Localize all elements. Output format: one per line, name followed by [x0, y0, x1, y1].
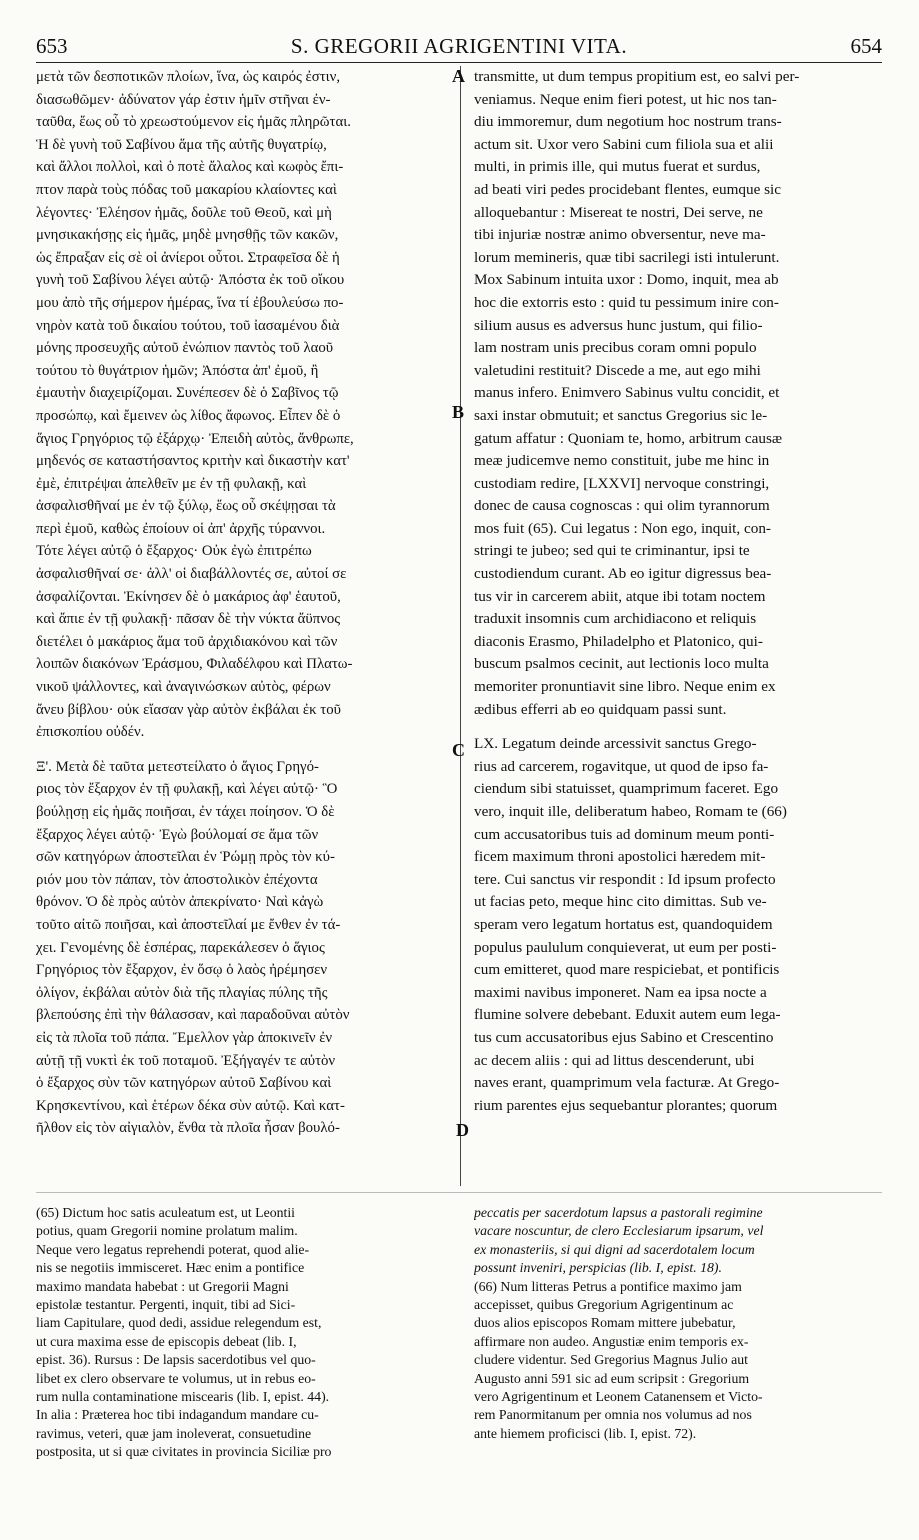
- text-line: potius, quam Gregorii nomine prolatum malim.: [36, 1223, 298, 1239]
- text-line: ριόν μου τὸν πάπαν, τὸν ἀποστολικὸν ἐπέχοντα: [36, 871, 318, 888]
- text-line: custodiam redire, [LXXVI] nervoque constringi,: [474, 474, 770, 492]
- text-line: maximi navibus imponeret. Nam ea ipsa nocte a: [474, 983, 767, 1001]
- text-line: possunt inveniri, perspicias (lib. I, epist. 18).: [474, 1260, 722, 1276]
- text-line: ὀλίγον, ἐκβάλαι αὐτὸν διὰ τῆς πλαγίας πύλης τῆς: [36, 984, 328, 1001]
- text-line: mos fuit (65). Cui legatus : Non ego, inquit, con-: [474, 519, 771, 537]
- text-line: ravimus, veteri, quæ jam inoleverat, consuetudine: [36, 1425, 312, 1441]
- text-line: multi, in primis ille, qui mutus fuerat et surdus,: [474, 158, 761, 176]
- margin-letter-a: A: [452, 66, 465, 86]
- text-line: πτον παρὰ τοὺς πόδας τοῦ μακαρίου κλαίοντες καὶ: [36, 181, 337, 198]
- text-line: libet ex clero observare te volumus, ut in rebus eo-: [36, 1370, 316, 1386]
- text-line: lorum memineris, quæ tibi sacrilegi isti intulerunt.: [474, 248, 780, 266]
- text-line: ὡς ἔπραξαν εἰς σὲ οἱ ἀνίεροι οὗτοι. Στραφεῖσα δὲ ἡ: [36, 249, 340, 266]
- text-line: περὶ ἐμοῦ, καθὼς ἐποίουν οἱ ἀπ' ἀρχῆς τύραννοι.: [36, 520, 326, 537]
- text-line: diaconis Erasmo, Philadelpho et Platonico, qui-: [474, 632, 763, 650]
- text-line: διετέλει ὁ μακάριος ἅμα τοῦ ἀρχιδιακόνου καὶ τῶν: [36, 633, 338, 650]
- text-line: εἰς τὰ πλοῖα τοῦ πάπα. Ἔμελλον γὰρ ἀποκινεῖν ἐν: [36, 1029, 333, 1046]
- text-line: τοῦτο αἰτῶ ποιῆσαι, καὶ ἀποστεῖλαί με ἔνθεν ἐν τά-: [36, 916, 341, 933]
- text-line: ἅγιος Γρηγόριος τῷ ἐξάρχῳ· Ἐπειδὴ αὐτὸς, ἄνθρωπε,: [36, 430, 354, 447]
- text-line: Mox Sabinum intuita uxor : Domo, inquit, mea ab: [474, 271, 779, 289]
- text-line: tere. Cui sanctus vir respondit : Id ipsum profecto: [474, 870, 776, 888]
- text-line: cum accusatoribus tuis ad dominum meum ponti-: [474, 825, 775, 843]
- text-line: Κρησκεντίνου, καὶ ἑτέρων δέκα σὺν αὐτῷ. Καὶ κατ-: [36, 1097, 345, 1114]
- text-line: tus cum accusatoribus ejus Sabino et Crescentino: [474, 1028, 774, 1046]
- text-line: καὶ ἄλλοι πολλοὶ, καὶ ὁ ποτὲ ἄλαλος καὶ κωφὸς ἔπι-: [36, 159, 344, 176]
- text-line: tibi injuriæ nostræ animo obversentur, neve ma-: [474, 226, 766, 244]
- text-line: αὐτῇ τῇ νυκτὶ ἐκ τοῦ ποταμοῦ. Ἐξήγαγέν τε αὐτὸν: [36, 1052, 336, 1069]
- text-line: lam nostram unis precibus coram omni populo: [474, 339, 757, 357]
- text-line: θρόνον. Ὁ δὲ πρὸς αὐτὸν ἀπεκρίνατο· Ναὶ κἀγὼ: [36, 894, 324, 911]
- text-line: stringi te jubeo; sed qui te criminantur, ipsi te: [474, 542, 750, 560]
- page-number-left: 653: [36, 34, 68, 58]
- page-number-right: 654: [850, 34, 882, 58]
- text-line: duos alios episcopos Romam mittere jubebatur,: [474, 1315, 736, 1331]
- text-line: ædibus efferri ab eo quidquam passi sunt.: [474, 700, 727, 718]
- text-line: λέγοντες· Ἐλέησον ἡμᾶς, δοῦλε τοῦ Θεοῦ, καὶ μὴ: [36, 204, 332, 221]
- text-line: buscum psalmos cecinit, aut lectionis loco multa: [474, 655, 769, 673]
- text-line: ταῦθα, ἕως οὗ τὸ χρεωστούμενον εἰς ἡμᾶς πληρῶται.: [36, 114, 351, 131]
- text-line: ficem maximum throni apostolici hæredem mit-: [474, 848, 766, 866]
- text-line: donec de causa cognoscas : qui olim tyrannorum: [474, 497, 770, 515]
- text-line: valetudini restituit? Discede a me, aut ego mihi: [474, 361, 761, 379]
- text-line: rum nulla contaminatione miscearis (lib. I, epist. 44).: [36, 1388, 330, 1404]
- text-line: λοιπῶν διακόνων Ἐράσμου, Φιλαδέλφου καὶ Πλατω-: [36, 656, 353, 673]
- text-line: transmitte, ut dum tempus propitium est, eo salvi per-: [474, 68, 800, 85]
- text-line: ἄνευ βίβλου· οὐκ εἴασαν γὰρ αὐτὸν ἐκβάλαι ἐκ τοῦ: [36, 701, 341, 718]
- column-divider: [460, 66, 461, 1186]
- text-line: hoc die extorris esto : quid tu pessimum inire con-: [474, 293, 779, 311]
- text-line: Augusto anni 591 sic ad eum scripsit : Gregorium: [474, 1370, 750, 1386]
- text-line: Τότε λέγει αὐτῷ ὁ ἔξαρχος· Οὐκ ἐγὼ ἐπιτρέπω: [36, 543, 312, 560]
- text-line: νικοῦ ψάλλοντες, καὶ ἀναγινώσκων αὐτὸς, φέρων: [36, 679, 331, 696]
- margin-letter-d: D: [456, 1120, 469, 1140]
- text-line: epist. 36). Rursus : De lapsis sacerdotibus vel quo-: [36, 1352, 316, 1368]
- text-line: τούτου τὸ θυγάτριον ἡμῶν; Ἀπόστα ἀπ' ἐμοῦ, ἢ: [36, 362, 319, 379]
- running-header: [36, 34, 882, 64]
- footnote-rule: [36, 1192, 882, 1193]
- header-rule: [36, 62, 882, 63]
- text-line: tus vir in carcerem abiit, atque ibi totam noctem: [474, 587, 766, 605]
- text-line: traduxit insomnis cum archidiacono et reliquis: [474, 610, 757, 628]
- text-line: rem Panormitanum per omnia nos volumus ad nos: [474, 1407, 752, 1423]
- text-line: ἐμαυτὴν διαχειρίζομαι. Συνέπεσεν δὲ ὁ Σαβῖνος τῷ: [36, 385, 339, 402]
- text-line: alloquebantur : Misereat te nostri, Dei serve, ne: [474, 203, 763, 221]
- running-title: S. GREGORII AGRIGENTINI VITA.: [290, 34, 628, 58]
- text-line: custodiendum curant. Ab eo igitur digressus bea-: [474, 565, 772, 583]
- text-line: Neque vero legatus reprehendi poterat, quod alie-: [36, 1241, 310, 1257]
- text-line: LX. Legatum deinde arcessivit sanctus Grego-: [474, 735, 757, 753]
- text-line: peccatis per sacerdotum lapsus a pastorali regimine: [474, 1205, 763, 1220]
- text-line: memoriter pronuntiavit sine libro. Neque enim ex: [474, 678, 776, 696]
- text-line: (66) Num litteras Petrus a pontifice maximo jam: [474, 1278, 742, 1294]
- text-line: χει. Γενομένης δὲ ἑσπέρας, παρεκάλεσεν ὁ ἅγιος: [36, 939, 325, 956]
- text-line: accepisset, quibus Gregorium Agrigentinum ac: [474, 1296, 734, 1312]
- text-line: διασωθῶμεν· ἀδύνατον γάρ ἐστιν ἡμῖν στῆναι ἐν-: [36, 91, 331, 108]
- text-line: μετὰ τῶν δεσποτικῶν πλοίων, ἵνα, ὡς καιρός ἐστιν,: [36, 69, 341, 85]
- text-line: ante hiemem proficisci (lib. I, epist. 72).: [474, 1425, 697, 1441]
- text-line: diu immoremur, dum negotium hoc nostrum trans-: [474, 113, 782, 131]
- text-line: ἀσφαλίζονται. Ἐκίνησεν δὲ ὁ μακάριος ἀφ' ἑαυτοῦ,: [36, 588, 341, 605]
- text-line: liam Capitulare, quod dedi, assidue relegendum est,: [36, 1315, 322, 1331]
- text-line: ἐπισκοπίου οὐδέν.: [36, 724, 145, 741]
- text-line: manus infero. Enimvero Sabinus vultu concidit, et: [474, 384, 780, 402]
- text-line: προσώπῳ, καὶ ἔμεινεν ὡς λίθος ἄφωνος. Εἶπεν δὲ ὁ: [36, 407, 341, 424]
- text-line: epistolæ testantur. Pergenti, inquit, tibi ad Sici-: [36, 1296, 296, 1312]
- text-line: vero Agrigentinum et Leonem Catanensem et Victo-: [474, 1388, 763, 1404]
- footnotes-left: [36, 1204, 456, 1504]
- text-line: flumine solvere debebant. Eduxit autem eum lega-: [474, 1006, 781, 1024]
- text-line: ὁ ἔξαρχος σὺν τῶν κατηγόρων αὐτοῦ Σαβίνου καὶ: [36, 1075, 332, 1092]
- text-line: vero, inquit ille, deliberatum habeo, Romam te (66): [474, 803, 787, 820]
- text-line: (65) Dictum hoc satis aculeatum est, ut Leontii: [36, 1205, 296, 1220]
- text-line: speram vero legatum hortatus est, quandoquidem: [474, 915, 773, 933]
- text-line: gatum affatur : Quoniam te, homo, arbitrum causæ: [474, 429, 783, 447]
- text-line: postposita, ut si quæ civitates in provincia Siciliæ pro: [36, 1444, 332, 1460]
- text-line: ac decem aliis : qui ad littus descenderunt, ubi: [474, 1051, 755, 1069]
- text-line: ἀσφαλισθῆναί σε· ἀλλ' οἱ διαβάλλοντές σε, αὐτοί σε: [36, 566, 347, 583]
- text-line: ciendum sibi statuisset, quamprimum faceret. Ego: [474, 780, 779, 798]
- margin-letter-c: C: [452, 740, 465, 760]
- latin-text-column: [474, 66, 884, 1191]
- text-line: silium ausus es adversus hunc justum, qui filio-: [474, 316, 763, 334]
- text-line: meæ judicemve nemo constituit, jube me hinc in: [474, 452, 770, 470]
- text-line: νηρὸν κατὰ τοῦ δικαίου τούτου, τοῦ ἰασαμένου διὰ: [36, 317, 340, 334]
- text-line: nis se negotiis immisceret. Hæc enim a pontifice: [36, 1260, 305, 1276]
- margin-letter-b: B: [452, 402, 465, 422]
- text-line: actum sit. Uxor vero Sabini cum filiola sua et alii: [474, 135, 774, 153]
- text-line: cludere videntur. Sed Gregorius Magnus Julio aut: [474, 1352, 748, 1368]
- text-line: ἔξαρχος λέγει αὐτῷ· Ἐγὼ βούλομαί σε ἅμα τῶν: [36, 826, 319, 843]
- text-line: In alia : Præterea hoc tibi indagandum mandare cu-: [36, 1407, 319, 1423]
- text-line: naves erant, quamprimum vela facturæ. At Grego-: [474, 1074, 780, 1092]
- text-line: rius ad carcerem, rogavitque, ut quod de ipso fa-: [474, 757, 769, 775]
- text-line: καὶ ἄπιε ἐν τῇ φυλακῇ· πᾶσαν δὲ τὴν νύκτα ἄϋπνος: [36, 611, 341, 628]
- text-line: γυνὴ τοῦ Σαβίνου λέγει αὐτῷ· Ἀπόστα ἐκ τοῦ οἴκου: [36, 272, 345, 289]
- text-line: affirmare non audeo. Angustiæ enim temporis ex-: [474, 1333, 749, 1349]
- text-line: ut facias peto, meque hinc cito dimittas. Sub ve-: [474, 893, 767, 911]
- paragraph-gap: [474, 721, 884, 733]
- text-line: Ξ'. Μετὰ δὲ ταῦτα μετεστείλατο ὁ ἅγιος Γρηγό-: [36, 758, 319, 775]
- text-line: σῶν κατηγόρων ἀποστεῖλαι ἐν Ῥώμῃ πρὸς τὸν κύ-: [36, 849, 335, 866]
- text-line: maximo mandata habebat : ut Gregorii Magni: [36, 1278, 289, 1294]
- text-line: ad beati viri pedes procidebant flentes, eumque sic: [474, 180, 782, 198]
- text-line: μνησικακήσῃς εἰς ἡμᾶς, μηδὲ μνησθῇς τῶν κακῶν,: [36, 227, 339, 244]
- text-line: ἐμὲ, ἐπιτρέψαι ἀπελθεῖν με ἐν τῇ φυλακῇ, καὶ: [36, 475, 307, 492]
- text-line: ut cura maxima esse de episcopis debeat (lib. I,: [36, 1333, 297, 1349]
- text-line: populus paululum conquieverat, ut eum per posti-: [474, 938, 777, 956]
- text-line: ριος τὸν ἔξαρχον ἐν τῇ φυλακῇ, καὶ λέγει αὐτῷ· Ὃ: [36, 781, 338, 798]
- text-line: Ἡ δὲ γυνὴ τοῦ Σαβίνου ἅμα τῆς αὐτῆς θυγατρίῳ,: [36, 136, 327, 153]
- text-line: βλεπούσης ἐπὶ τὴν θάλασσαν, καὶ παραδοῦναι αὐτὸν: [36, 1007, 350, 1024]
- text-line: vacare noscuntur, de clero Ecclesiarum ipsarum, vel: [474, 1223, 764, 1239]
- text-line: rium parentes ejus sequebantur plorantes; quorum: [474, 1096, 778, 1114]
- text-line: veniamus. Neque enim fieri potest, ut hic nos tan-: [474, 90, 777, 108]
- text-line: βούλῃσῃ εἰς ἡμᾶς ποιῆσαι, ἐν τάχει ποίησον. Ὁ δὲ: [36, 804, 335, 820]
- text-line: ex monasteriis, si qui digni ad sacerdotalem locum: [474, 1241, 755, 1257]
- text-line: Γρηγόριος τὸν ἔξαρχον, ἐν ὅσῳ ὁ λαὸς ἠρέμησεν: [36, 962, 328, 979]
- paragraph-gap: [36, 744, 451, 756]
- text-line: ἀσφαλισθῆναί με ἐν τῷ ξύλῳ, ἕως οὗ σκέψῃσαι τὰ: [36, 498, 336, 515]
- text-line: saxi instar obmutuit; et sanctus Gregorius sic le-: [474, 406, 768, 424]
- text-line: μου ἀπὸ τῆς σήμερον ἡμέρας, ἵνα τί ἐβουλεύσω πο-: [36, 294, 344, 311]
- text-line: μηδενός σε καταστήσαντος κριτὴν καὶ δικαστὴν κατ': [36, 453, 350, 470]
- text-line: cum emitteret, quod mare respiciebat, et pontificis: [474, 961, 780, 979]
- greek-text-column: [36, 66, 451, 1191]
- text-line: ῆλθον εἰς τὸν αἰγιαλὸν, ἔνθα τὰ πλοῖα ἦσαν βουλό-: [36, 1120, 340, 1137]
- footnotes-right: [474, 1204, 884, 1504]
- text-line: μόνης προσευχῆς αὐτοῦ ἐνώπιον παντὸς τοῦ λαοῦ: [36, 340, 334, 357]
